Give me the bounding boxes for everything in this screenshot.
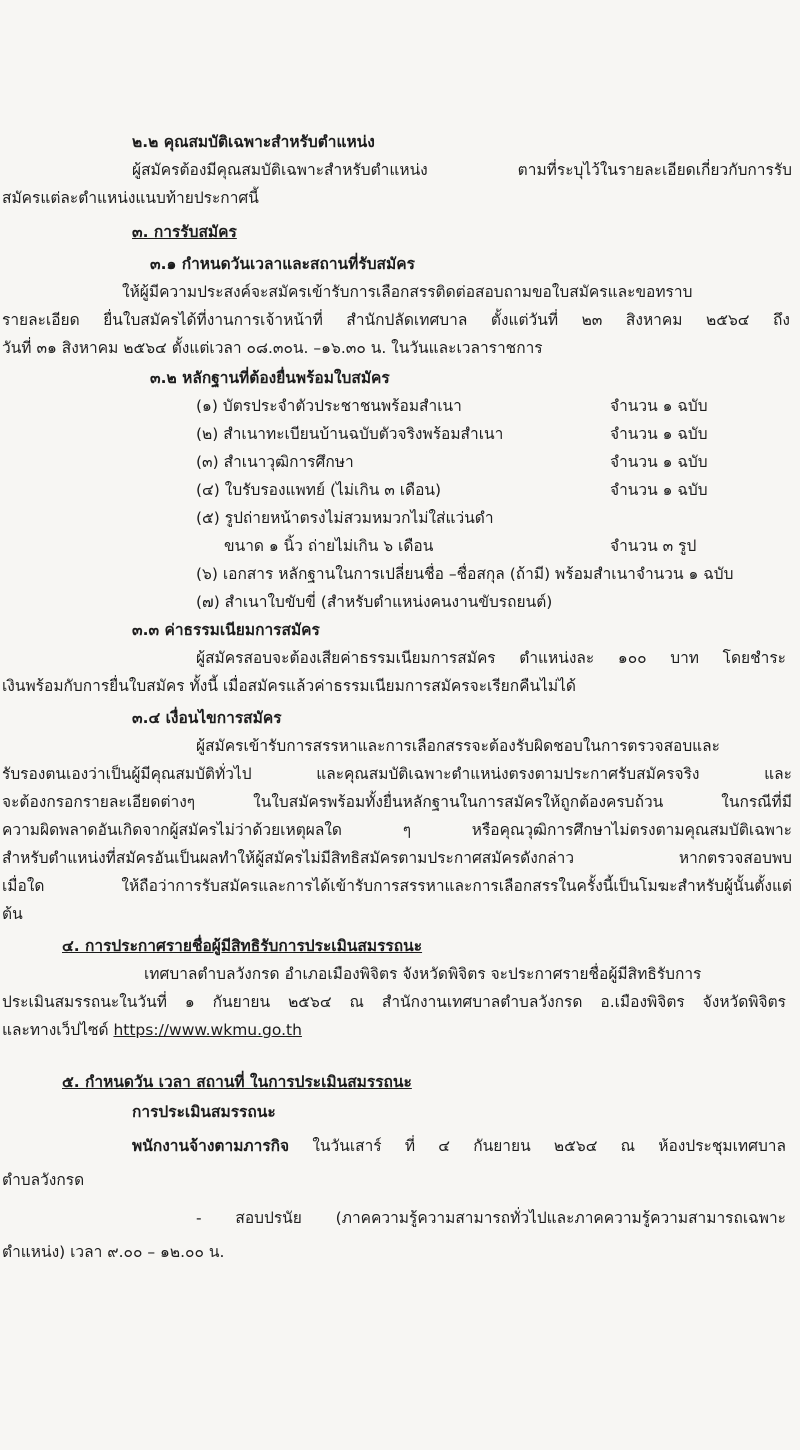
section-3-3-heading: ๓.๓ ค่าธรรมเนียมการสมัคร — [132, 621, 320, 639]
section-3-1-text-line: รายละเอียด ยื่นใบสมัครได้ที่งานการเจ้าหน้าที่ สำนักปลัดเทศบาล ตั้งแต่วันที่ ๒๓ สิงหาคม ๒๕๖๔ ถึง — [2, 311, 790, 329]
employee-type: พนักงานจ้างตามภารกิจ — [132, 1137, 290, 1155]
section-3-4-text — [0, 732, 800, 928]
section-5-text-line — [0, 1132, 800, 1160]
list-item — [196, 532, 770, 560]
documents-list — [0, 392, 800, 616]
list-item-label: ขนาด ๑ นิ้ว ถ่ายไม่เกิน ๖ เดือน — [224, 537, 434, 555]
section-4-text-line: ประเมินสมรรถนะในวันที่ ๑ กันยายน ๒๕๖๔ ณ สำนักงานเทศบาลตำบลวังกรด อ.เมืองพิจิตร จังหวัดพิจิตร — [2, 993, 786, 1011]
list-item-quantity: จำนวน ๑ ฉบับ — [610, 425, 708, 443]
section-3-2-heading: ๓.๒ หลักฐานที่ต้องยื่นพร้อมใบสมัคร — [150, 369, 390, 387]
section-4-text-prefix: และทางเว็ปไซด์ — [2, 1021, 114, 1039]
website-link[interactable]: https://www.wkmu.go.th — [113, 1021, 302, 1039]
list-item-label: (๕) รูปถ่ายหน้าตรงไม่สวมหมวกไม่ใส่แว่นดำ — [196, 509, 494, 527]
section-3-heading: ๓. การรับสมัคร — [132, 223, 237, 241]
section-5-text-line: ตำบลวังกรด — [2, 1171, 85, 1189]
section-3-1-text-line: วันที่ ๓๑ สิงหาคม ๒๕๖๔ ตั้งแต่เวลา ๐๘.๓๐น. –๑๖.๓๐ น. ในวันและเวลาราชการ — [2, 339, 543, 357]
list-item-quantity: จำนวน ๓ รูป — [610, 537, 697, 555]
section-5-subheading: การประเมินสมรรถนะ — [132, 1103, 276, 1121]
section-2-2-text-line: ผู้สมัครต้องมีคุณสมบัติเฉพาะสำหรับตำแหน่ง ตามที่ระบุไว้ในรายละเอียดเกี่ยวกับการรับ — [132, 161, 792, 179]
section-3-3-text-line: ผู้สมัครสอบจะต้องเสียค่าธรรมเนียมการสมัคร ตำแหน่งละ ๑๐๐ บาท โดยชำระ — [196, 649, 786, 667]
section-3-4-text-line: สำหรับตำแหน่งที่สมัครอันเป็นผลทำให้ผู้สมัครไม่มีสิทธิสมัครตามประกาศสมัครดังกล่าว หากตรวจสอบพบ — [2, 849, 792, 867]
section-4-text-line — [0, 1016, 800, 1044]
section-3-4-heading: ๓.๔ เงื่อนไขการสมัคร — [132, 709, 282, 727]
list-item — [196, 392, 770, 420]
section-5-text-line: - สอบปรนัย (ภาคความรู้ความสามารถทั่วไปและภาคความรู้ความสามารถเฉพาะ — [196, 1209, 786, 1227]
list-item-quantity: จำนวน ๑ ฉบับ — [610, 481, 708, 499]
list-item — [196, 448, 770, 476]
section-3-4-text-line: ต้น — [2, 905, 23, 923]
section-5-text-rest: ในวันเสาร์ ที่ ๔ กันยายน ๒๕๖๔ ณ ห้องประชุมเทศบาล — [289, 1137, 786, 1155]
list-item — [196, 420, 770, 448]
section-3-3-text-line: เงินพร้อมกับการยื่นใบสมัคร ทั้งนี้ เมื่อสมัครแล้วค่าธรรมเนียมการสมัครจะเรียกคืนไม่ได้ — [2, 677, 576, 695]
section-5-heading: ๕. กำหนดวัน เวลา สถานที่ ในการประเมินสมรรถนะ — [62, 1073, 412, 1091]
list-item-label: (๒) สำเนาทะเบียนบ้านฉบับตัวจริงพร้อมสำเนา — [196, 425, 504, 443]
section-3-4-text-line: รับรองตนเองว่าเป็นผู้มีคุณสมบัติทั่วไป และคุณสมบัติเฉพาะตำแหน่งตรงตามประกาศรับสมัครจริง และ — [2, 765, 792, 783]
section-3-1-heading: ๓.๑ กำหนดวันเวลาและสถานที่รับสมัคร — [150, 255, 415, 273]
list-item-label: (๔) ใบรับรองแพทย์ (ไม่เกิน ๓ เดือน) — [196, 481, 442, 499]
section-2-2-heading: ๒.๒ คุณสมบัติเฉพาะสำหรับตำแหน่ง — [132, 133, 375, 151]
section-2-2-text-line: สมัครแต่ละตำแหน่งแนบท้ายประกาศนี้ — [2, 189, 259, 207]
section-3-4-text-line: เมื่อใด ให้ถือว่าการรับสมัครและการได้เข้ารับการสรรหาและการเลือกสรรในครั้งนี้เป็นโมฆะสำหรับผู้นั้นตั้งแต่ — [2, 877, 792, 895]
section-4-text-line: เทศบาลตำบลวังกรด อำเภอเมืองพิจิตร จังหวัดพิจิตร จะประกาศรายชื่อผู้มีสิทธิรับการ — [144, 965, 702, 983]
list-item-label: (๖) เอกสาร หลักฐานในการเปลี่ยนชื่อ –ชื่อสกุล (ถ้ามี) พร้อมสำเนาจำนวน ๑ ฉบับ — [196, 565, 734, 583]
list-item-label: (๗) สำเนาใบขับขี่ (สำหรับตำแหน่งคนงานขับรถยนต์) — [196, 593, 553, 611]
list-item-quantity: จำนวน ๑ ฉบับ — [610, 397, 708, 415]
section-3-1-text-line: ให้ผู้มีความประสงค์จะสมัครเข้ารับการเลือกสรรติดต่อสอบถามขอใบสมัครและขอทราบ — [122, 283, 693, 301]
list-item-label: (๓) สำเนาวุฒิการศึกษา — [196, 453, 354, 471]
section-5-text-line: ตำแหน่ง) เวลา ๙.๐๐ – ๑๒.๐๐ น. — [2, 1243, 225, 1261]
list-item-quantity: จำนวน ๑ ฉบับ — [610, 453, 708, 471]
section-4-heading: ๔. การประกาศรายชื่อผู้มีสิทธิรับการประเมินสมรรถนะ — [62, 937, 423, 955]
announcement-body — [0, 128, 800, 1266]
list-item-label: (๑) บัตรประจำตัวประชาชนพร้อมสำเนา — [196, 397, 462, 415]
section-3-4-text-line: ความผิดพลาดอันเกิดจากผู้สมัครไม่ว่าด้วยเหตุผลใด ๆ หรือคุณวุฒิการศึกษาไม่ตรงตามคุณสมบัติเฉพาะ — [2, 821, 792, 839]
list-item — [196, 476, 770, 504]
section-3-4-text-line: จะต้องกรอกรายละเอียดต่างๆ ในใบสมัครพร้อมทั้งยื่นหลักฐานในการสมัครให้ถูกต้องครบถ้วน ในกรณีที่มี — [2, 793, 792, 811]
section-3-4-text-line: ผู้สมัครเข้ารับการสรรหาและการเลือกสรรจะต้องรับผิดชอบในการตรวจสอบและ — [196, 737, 720, 755]
